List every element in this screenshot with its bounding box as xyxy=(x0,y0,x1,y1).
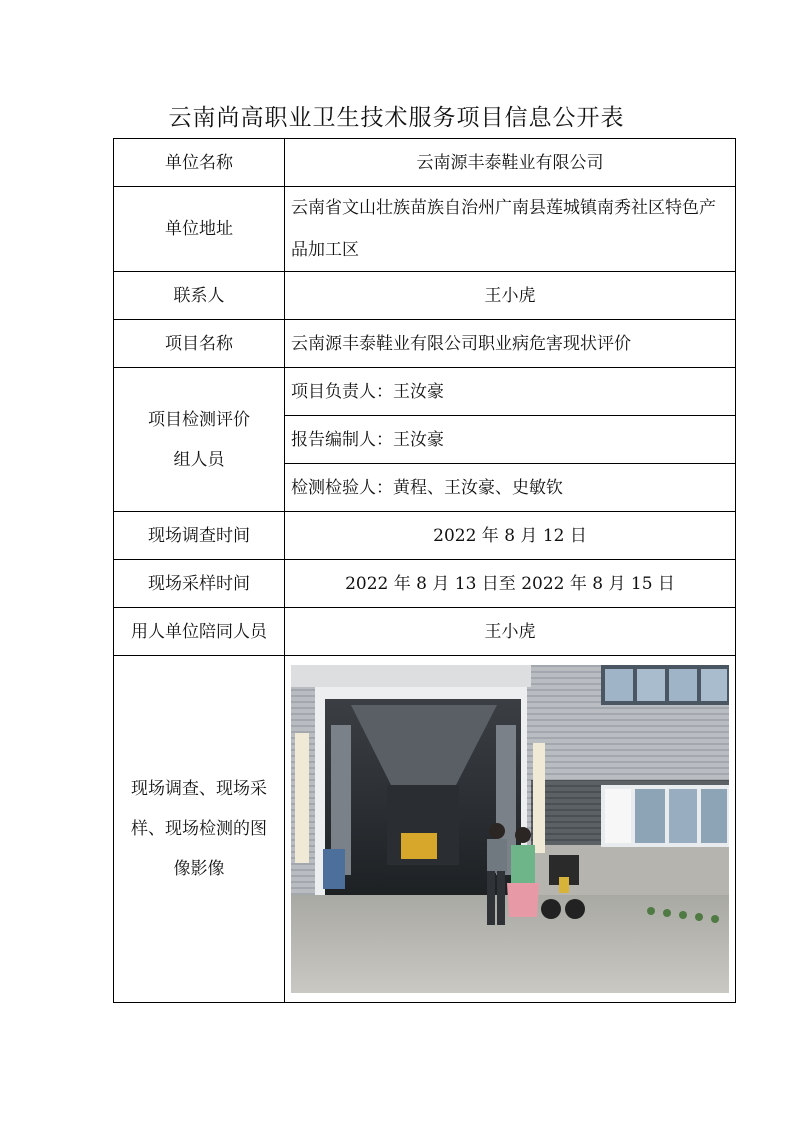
value-team-inspectors: 检测检验人：黄程、王汝豪、史敏钦 xyxy=(285,464,736,512)
value-project-name: 云南源丰泰鞋业有限公司职业病危害现状评价 xyxy=(285,320,736,368)
label-team-line1: 项目检测评价 xyxy=(148,409,250,430)
value-unit-name: 云南源丰泰鞋业有限公司 xyxy=(285,139,736,187)
row-unit-address xyxy=(114,187,736,272)
photo-cell xyxy=(285,656,736,1003)
value-team-leader: 项目负责人：王汝豪 xyxy=(285,368,736,416)
label-photo xyxy=(114,656,285,1003)
value-survey-time: 2022 年 8 月 12 日 xyxy=(285,512,736,560)
site-photo xyxy=(291,665,729,993)
label-survey-time: 现场调查时间 xyxy=(114,512,285,560)
value-unit-address: 云南省文山壮族苗族自治州广南县莲城镇南秀社区特色产品加工区 xyxy=(285,187,736,272)
row-photo xyxy=(114,656,736,1003)
label-unit-address: 单位地址 xyxy=(114,187,285,272)
label-photo-line3: 像影像 xyxy=(173,859,225,879)
site-photo-image xyxy=(291,665,729,993)
row-survey-time xyxy=(114,512,736,560)
label-photo-line2: 样、现场检测的图 xyxy=(131,819,267,839)
value-team-writer: 报告编制人：王汝豪 xyxy=(285,416,736,464)
row-sampling-time xyxy=(114,560,736,608)
row-escort xyxy=(114,608,736,656)
label-contact: 联系人 xyxy=(114,272,285,320)
label-team-line2: 组人员 xyxy=(173,449,225,470)
label-project-name: 项目名称 xyxy=(114,320,285,368)
value-contact: 王小虎 xyxy=(285,272,736,320)
info-table xyxy=(113,138,736,1003)
value-sampling-time: 2022 年 8 月 13 日至 2022 年 8 月 15 日 xyxy=(285,560,736,608)
row-team-leader xyxy=(114,368,736,416)
label-photo-line1: 现场调查、现场采 xyxy=(131,779,267,799)
row-project-name xyxy=(114,320,736,368)
label-sampling-time: 现场采样时间 xyxy=(114,560,285,608)
page-title: 云南尚高职业卫生技术服务项目信息公开表 xyxy=(168,105,625,131)
value-escort: 王小虎 xyxy=(285,608,736,656)
row-unit-name xyxy=(114,139,736,187)
label-team xyxy=(114,368,285,512)
row-contact xyxy=(114,272,736,320)
label-unit-name: 单位名称 xyxy=(114,139,285,187)
label-escort: 用人单位陪同人员 xyxy=(114,608,285,656)
